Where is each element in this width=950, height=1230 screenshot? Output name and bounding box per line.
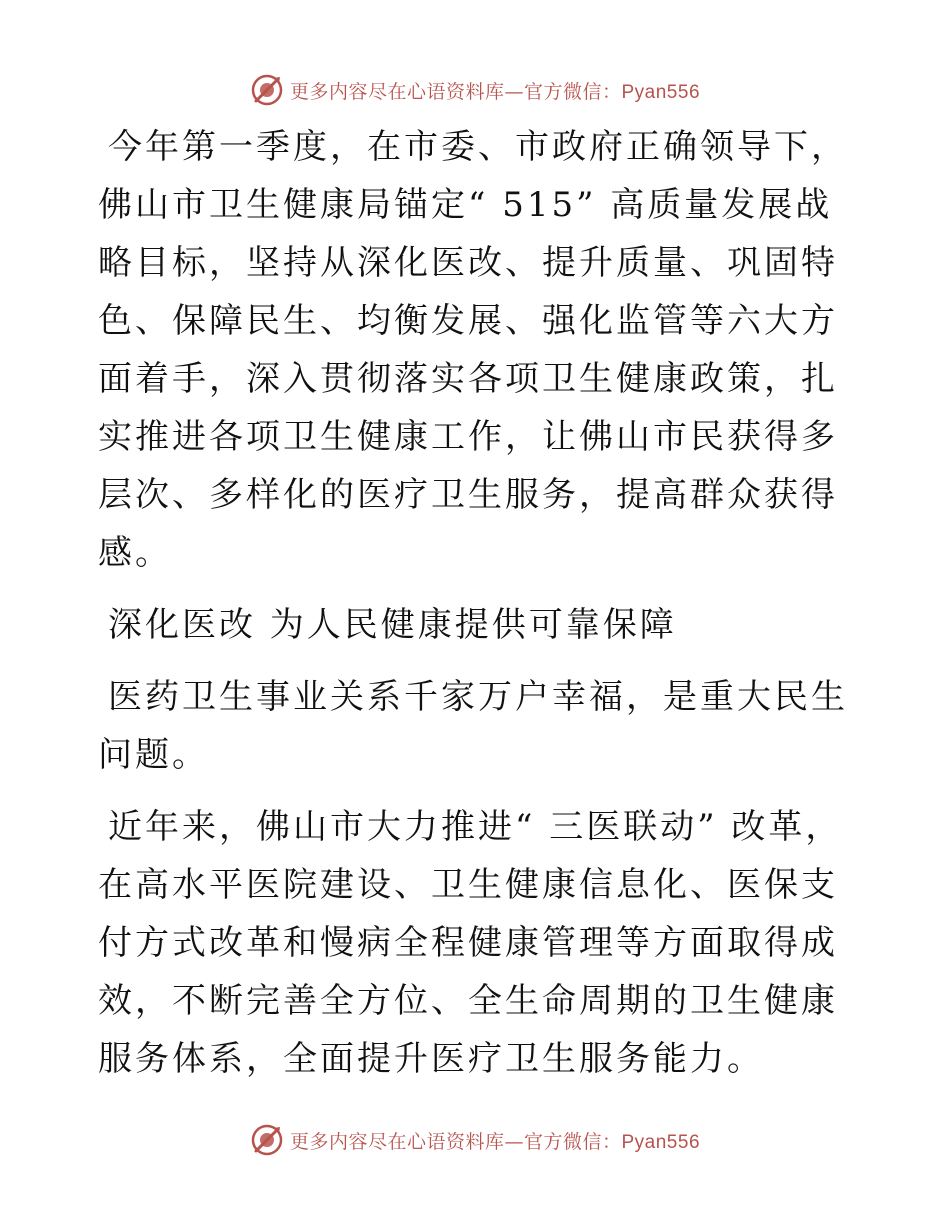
watermark-handle: Pyan556 (621, 81, 701, 103)
watermark-text: 更多内容尽在心语资料库—官方微信： (289, 1130, 622, 1153)
paragraph-reform: 近年来，佛山市大力推进“ 三医联动” 改革，在高水平医院建设、卫生健康信息化、医保支付方式改革和慢病全程健康管理等方面取得成效，不断完善全方位、全生命周期的卫生健康服务体系，全面提升医疗卫生服务能力。 (98, 807, 843, 1079)
watermark-logo-icon (250, 1123, 284, 1157)
paragraph-intro: 今年第一季度，在市委、市政府正确领导下，佛山市卫生健康局锚定“ 515” 高质量发展战略目标，坚持从深化医改、提升质量、巩固特色、保障民生、均衡发展、强化监管等六大方面着手，深入贯彻落实各项卫生健康政策，扎实推进各项卫生健康工作，让佛山市民获得多层次、多样化的医疗卫生服务，提高群众获得感。 (98, 127, 848, 573)
watermark-text: 更多内容尽在心语资料库—官方微信： (289, 80, 622, 103)
watermark-handle: Pyan556 (621, 1131, 701, 1153)
paragraph-healthcare: 医药卫生事业关系千家万户幸福，是重大民生问题。 (98, 677, 848, 775)
section-heading: 深化医改 为人民健康提供可靠保障 (108, 605, 677, 645)
watermark-logo-icon (250, 73, 284, 107)
article-body (98, 118, 858, 1088)
header-watermark (0, 70, 950, 110)
footer-watermark (0, 1120, 950, 1160)
